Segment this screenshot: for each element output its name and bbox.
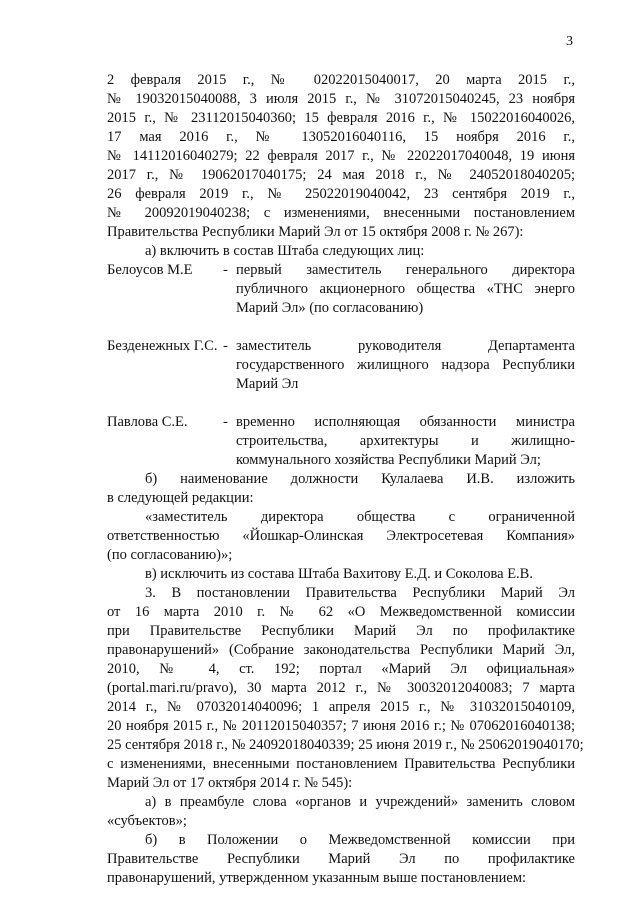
intro-line: 26 февраля 2019 г., № 25022019040042, 23 сентября 2019 г.,: [107, 186, 575, 202]
quote-line: (по согласованию)»;: [107, 547, 233, 563]
page-number: 3: [566, 34, 573, 49]
intro-line: 2 февраля 2015 г., № 02022015040017, 20 марта 2015 г.,: [107, 72, 575, 88]
intro-line: № 14112016040279; 22 февраля 2017 г., № 22022017040048, 19 июня: [107, 148, 575, 164]
section3-line: правонарушений» (Собрание законодательства Республики Марий Эл,: [107, 642, 575, 658]
section3-line: 2014 г., № 07032014040096; 1 апреля 2015 г., № 31032015040109,: [107, 699, 575, 715]
intro-line: 17 мая 2016 г., № 13052016040116, 15 ноября 2016 г.,: [107, 129, 575, 145]
quote-line: «заместитель директора общества с ограниченной: [145, 509, 575, 525]
dash: -: [223, 262, 228, 278]
item-b2-line: Правительстве Республики Марий Эл по профилактике: [107, 851, 575, 867]
person-role-line: заместитель руководителя Департамента: [236, 338, 575, 354]
section3-line: Марий Эл от 17 октября 2014 г. № 545):: [107, 775, 353, 791]
person-role-line: временно исполняющая обязанности министра: [236, 414, 575, 430]
person-role-line: строительства, архитектуры и жилищно-: [236, 433, 575, 449]
intro-line: № 19032015040088, 3 июля 2015 г., № 31072015040245, 23 ноября: [107, 91, 575, 107]
section3-line: (portal.mari.ru/pravo), 30 марта 2012 г., № 30032012040083; 7 марта: [107, 680, 575, 696]
person-name: Безденежных Г.С.: [107, 338, 218, 354]
intro-line: 2015 г., № 23112015040360; 15 февраля 2016 г., № 15022016040026,: [107, 110, 575, 126]
item-a2-line: а) в преамбуле слова «органов и учреждений» заменить словом: [145, 794, 575, 810]
section3-line: 25 сентября 2018 г., № 24092018040339; 25 июня 2019 г., № 25062019040170;: [107, 737, 584, 753]
section3-line: 2010, № 4, ст. 192; портал «Марий Эл официальная»: [107, 661, 575, 677]
intro-line: 2017 г., № 19062017040175; 24 мая 2018 г., № 24052018040205;: [107, 167, 575, 183]
section3-line: 20 ноября 2015 г., № 20112015040357; 7 июня 2016 г.; № 07062016040138;: [107, 718, 575, 734]
item-a2-line: «субъектов»;: [107, 813, 187, 829]
quote-line: ответственностью «Йошкар-Олинская Электросетевая Компания»: [107, 528, 575, 544]
person-role-line: первый заместитель генерального директора: [236, 262, 575, 278]
intro-line: Правительства Республики Марий Эл от 15 октября 2008 г. № 267):: [107, 224, 524, 240]
dash: -: [223, 414, 228, 430]
dash: -: [223, 338, 228, 354]
person-name: Павлова С.Е.: [107, 414, 188, 430]
item-b-line: в следующей редакции:: [107, 490, 254, 506]
section3-line: 3. В постановлении Правительства Республики Марий Эл: [145, 585, 575, 601]
person-role-line: публичного акционерного общества «ТНС энерго: [236, 281, 575, 297]
person-name: Белоусов М.Е: [107, 262, 193, 278]
section3-line: от 16 марта 2010 г. № 62 «О Межведомственной комиссии: [107, 604, 575, 620]
item-a-include: а) включить в состав Штаба следующих лиц:: [145, 243, 425, 259]
person-role-line: коммунального хозяйства Республики Марий Эл;: [236, 452, 541, 468]
item-b2-line: правонарушений, утвержденном указанным выше постановлением:: [107, 870, 527, 886]
person-role-line: Марий Эл: [236, 376, 299, 392]
item-b2-line: б) в Положении о Межведомственной комиссии при: [145, 832, 575, 848]
intro-line: № 20092019040238; с изменениями, внесенными постановлением: [107, 205, 575, 221]
section3-line: с изменениями, внесенными постановлением Правительства Республики: [107, 756, 575, 772]
person-role-line: Марий Эл» (по согласованию): [236, 300, 424, 316]
item-c: в) исключить из состава Штаба Вахитову Е.Д. и Соколова Е.В.: [145, 566, 533, 582]
person-role-line: государственного жилищного надзора Республики: [236, 357, 575, 373]
item-b-line: б) наименование должности Кулалаева И.В. изложить: [145, 471, 575, 487]
section3-line: при Правительстве Республики Марий Эл по профилактике: [107, 623, 575, 639]
